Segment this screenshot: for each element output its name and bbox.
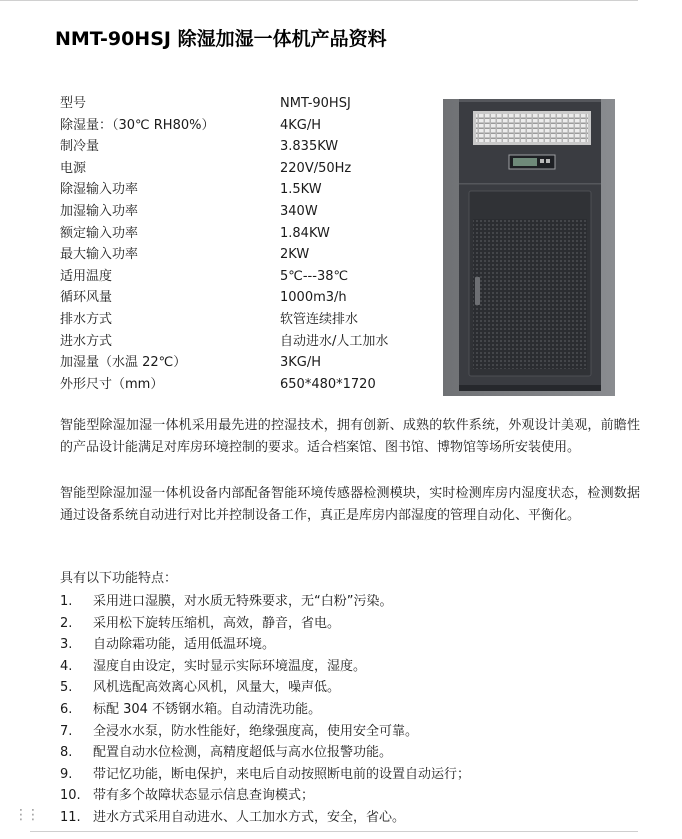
spec-row <box>60 374 430 396</box>
top-divider <box>0 0 638 1</box>
feature-text: 湿度自由设定，实时显示实际环境温度，湿度。 <box>93 658 367 674</box>
spec-row <box>60 266 430 288</box>
spec-label: 进水方式 <box>60 333 113 349</box>
spec-label: 外形尺寸（mm） <box>60 376 164 392</box>
spec-value: 2KW <box>280 247 310 263</box>
product-photo <box>443 99 615 396</box>
feature-text: 自动除霜功能，适用低温环境。 <box>93 637 276 653</box>
spec-value: 1.84KW <box>280 225 330 241</box>
spec-label: 加湿量（水温 22℃） <box>60 355 187 371</box>
spec-row <box>60 136 430 158</box>
spec-table <box>60 93 430 395</box>
feature-number: 11. <box>60 809 81 825</box>
spec-label: 最大输入功率 <box>60 247 139 263</box>
spec-value: 1000m3/h <box>280 290 347 306</box>
spec-label: 除湿量：（30℃ RH80%） <box>60 117 215 133</box>
feature-text: 进水方式采用自动进水、人工加水方式，安全，省心。 <box>93 809 406 825</box>
spec-label: 适用温度 <box>60 268 113 284</box>
spec-value: NMT-90HSJ <box>280 96 351 111</box>
spec-label: 排水方式 <box>60 311 113 327</box>
feature-number: 7. <box>60 723 73 739</box>
bottom-divider <box>30 831 638 832</box>
spec-value: 3KG/H <box>280 355 322 371</box>
feature-number: 2. <box>60 615 73 631</box>
page-title: NMT-90HSJ 除湿加湿一体机产品资料 <box>55 28 387 50</box>
feature-text: 带记忆功能，断电保护，来电后自动按照断电前的设置自动运行； <box>93 766 471 782</box>
sensor-paragraph: 智能型除湿加湿一体机设备内部配备智能环境传感器检测模块，实时检测库房内湿度状态，检测数据通过设备系统自动进行对比并控制设备工作，真正是库房内部湿度的管理自动化、平衡化。 <box>60 486 640 523</box>
spec-label: 制冷量 <box>60 139 100 155</box>
feature-number: 1. <box>60 594 73 609</box>
spec-row <box>60 93 430 115</box>
spec-value: 软管连续排水 <box>280 311 359 327</box>
feature-text: 带有多个故障状态显示信息查询模式； <box>93 788 315 804</box>
feature-text: 风机选配高效离心风机，风量大，噪声低。 <box>93 680 341 696</box>
spec-label: 加湿输入功率 <box>60 203 139 219</box>
spec-value: 5℃---38℃ <box>280 268 349 284</box>
spec-row <box>60 158 430 180</box>
spec-value: 3.835KW <box>280 139 339 155</box>
spec-value: 1.5KW <box>280 182 322 198</box>
spec-row <box>60 309 430 331</box>
spec-row <box>60 331 430 353</box>
spec-row <box>60 179 430 201</box>
feature-text: 采用进口湿膜，对水质无特殊要求，无“白粉”污染。 <box>93 594 393 609</box>
spec-value: 4KG/H <box>280 117 322 133</box>
intro-paragraph: 智能型除湿加湿一体机采用最先进的控湿技术，拥有创新、成熟的软件系统，外观设计美观，前瞻性的产品设计能满足对库房环境控制的要求。适合档案馆、图书馆、博物馆等场所安装使用。 <box>60 418 640 455</box>
feature-number: 3. <box>60 637 73 653</box>
feature-number: 9. <box>60 766 73 782</box>
spec-row <box>60 201 430 223</box>
spec-label: 额定输入功率 <box>60 225 139 241</box>
spec-label: 型号 <box>60 96 87 111</box>
spec-value: 340W <box>280 203 318 219</box>
spec-value: 220V/50Hz <box>280 160 352 176</box>
spec-row <box>60 223 430 245</box>
features-heading: 具有以下功能特点： <box>60 571 178 586</box>
spec-row <box>60 115 430 137</box>
spec-label: 除湿输入功率 <box>60 182 139 198</box>
spec-value: 自动进水/人工加水 <box>280 333 389 349</box>
spec-row <box>60 244 430 266</box>
feature-number: 8. <box>60 745 73 761</box>
spec-row <box>60 352 430 374</box>
feature-number: 4. <box>60 658 73 674</box>
feature-text: 全浸水水泵，防水性能好，绝缘强度高，使用安全可靠。 <box>93 723 419 739</box>
feature-number: 6. <box>60 701 73 717</box>
feature-number: 10. <box>60 788 81 804</box>
spec-row <box>60 287 430 309</box>
feature-number: 5. <box>60 680 73 696</box>
feature-text: 标配 304 不锈钢水箱。自动清洗功能。 <box>93 701 322 717</box>
feature-text: 配置自动水位检测，高精度超低与高水位报警功能。 <box>93 745 393 761</box>
spec-label: 循环风量 <box>60 290 113 306</box>
spec-label: 电源 <box>60 160 87 176</box>
spec-value: 650*480*1720 <box>280 376 376 392</box>
feature-text: 采用松下旋转压缩机，高效，静音，省电。 <box>93 615 341 631</box>
drag-handle-icon[interactable]: ⋮⋮ <box>14 807 38 823</box>
